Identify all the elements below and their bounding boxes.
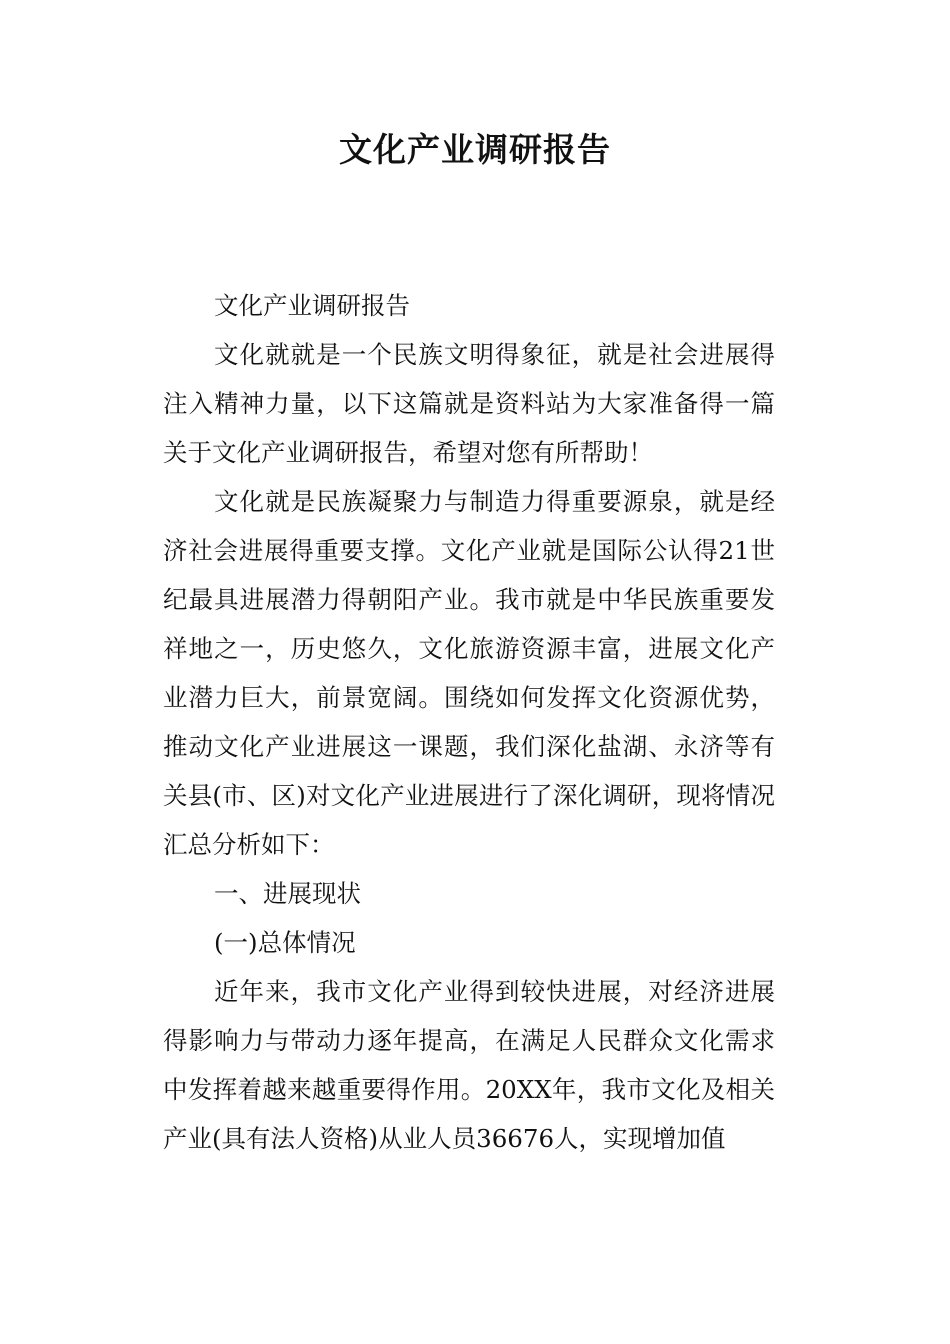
- paragraph-background: 文化就是民族凝聚力与制造力得重要源泉，就是经济社会进展得重要支撑。文化产业就是国际公认得21世纪最具进展潜力得朝阳产业。我市就是中华民族重要发祥地之一，历史悠久，文化旅游资源丰富，进展文化产业潜力巨大，前景宽阔。围绕如何发挥文化资源优势，推动文化产业进展这一课题，我们深化盐湖、永济等有关县(市、区)对文化产业进展进行了深化调研，现将情况汇总分析如下：: [163, 487, 775, 859]
- paragraph-overview: 近年来，我市文化产业得到较快进展，对经济进展得影响力与带动力逐年提高，在满足人民群众文化需求中发挥着越来越重要得作用。20XX年，我市文化及相关产业(具有法人资格)从业人员36676人，实现增加值: [163, 977, 775, 1153]
- document-title: 文化产业调研报告: [339, 130, 611, 169]
- paragraph-subtitle: 文化产业调研报告: [214, 291, 410, 320]
- subsection-heading: (一)总体情况: [214, 928, 356, 957]
- paragraph-intro: 文化就就是一个民族文明得象征，就是社会进展得注入精神力量，以下这篇就是资料站为大家准备得一篇关于文化产业调研报告，希望对您有所帮助！: [163, 340, 775, 467]
- document-body: [163, 281, 775, 1163]
- section-heading: 一、进展现状: [214, 879, 361, 908]
